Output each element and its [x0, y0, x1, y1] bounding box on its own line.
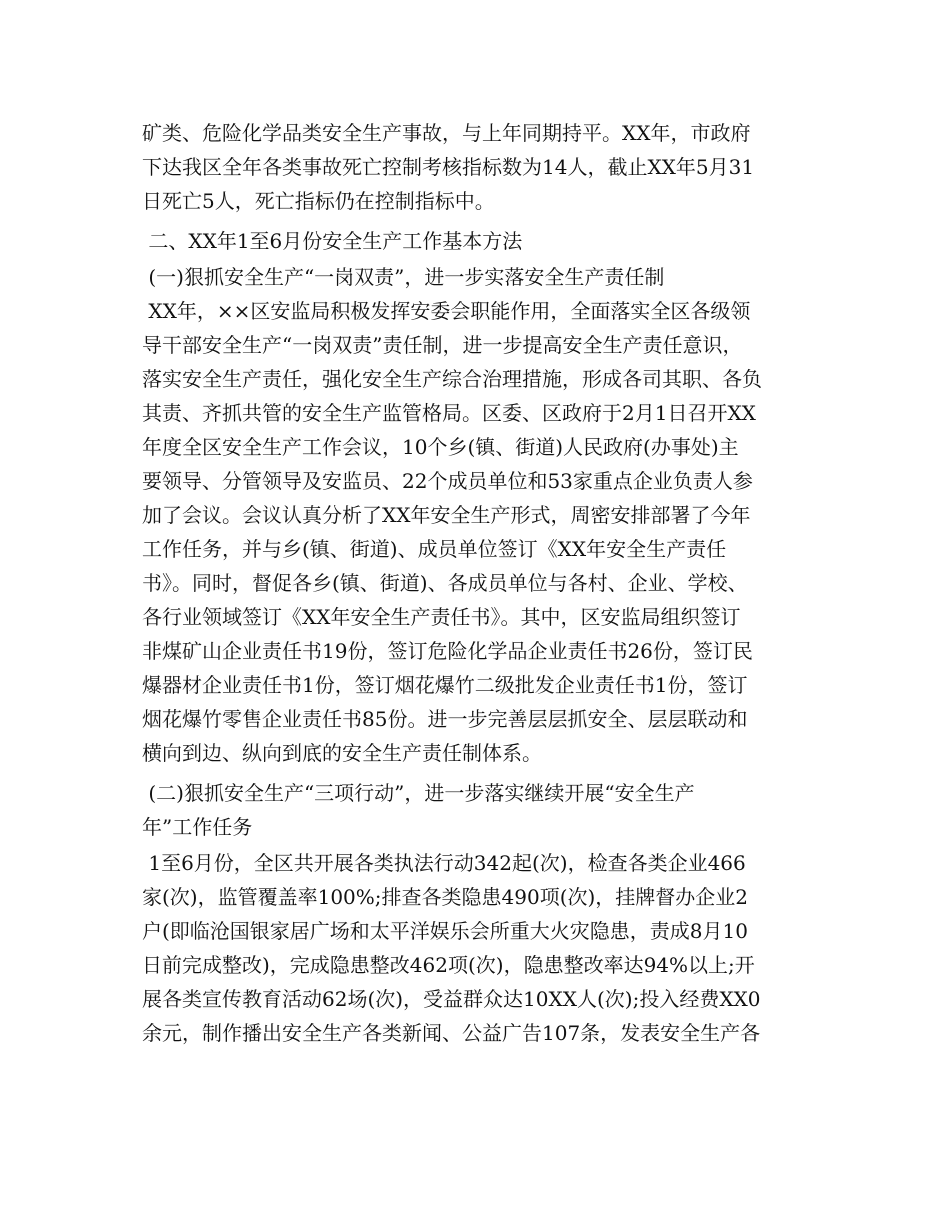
subsection-heading: (一)狠抓安全生产“一岗双责”，进一步实落安全生产责任制: [142, 265, 665, 289]
text-line: 展各类宣传教育活动62场(次)，受益群众达10XX人(次);投入经费XX0: [142, 987, 761, 1011]
text-line: 年度全区安全生产工作会议，10个乡(镇、街道)人民政府(办事处)主: [142, 435, 739, 459]
text-line: 加了会议。会议认真分析了XX年安全生产形式，周密安排部署了今年: [142, 503, 751, 527]
text-line: 日死亡5人，死亡指标仍在控制指标中。: [142, 189, 495, 213]
text-line: 家(次)，监管覆盖率100%;排查各类隐患490项(次)，挂牌督办企业2: [142, 885, 749, 909]
text-line: 非煤矿山企业责任书19份，签订危险化学品企业责任书26份，签订民: [142, 639, 753, 663]
text-line: 导干部安全生产“一岗双责”责任制，进一步提高安全生产责任意识，: [142, 333, 743, 357]
text-line: 1至6月份，全区共开展各类执法行动342起(次)，检查各类企业466: [142, 851, 746, 875]
text-line: 其责、齐抓共管的安全生产监管格局。区委、区政府于2月1日召开XX: [142, 401, 756, 425]
text-line: 矿类、危险化学品类安全生产事故，与上年同期持平。XX年，市政府: [142, 121, 751, 145]
text-line: 落实安全生产责任，强化安全生产综合治理措施，形成各司其职、各负: [142, 367, 762, 391]
subsection-heading-continued: 年”工作任务: [142, 815, 253, 839]
text-line: 余元，制作播出安全生产各类新闻、公益广告107条，发表安全生产各: [142, 1021, 761, 1045]
text-line: 工作任务，并与乡(镇、街道)、成员单位签订《XX年安全生产责任: [142, 537, 727, 561]
section-heading: 二、XX年1至6月份安全生产工作基本方法: [142, 229, 523, 253]
subsection-heading: (二)狠抓安全生产“三项行动”，进一步落实继续开展“安全生产: [142, 781, 695, 805]
text-line: 爆器材企业责任书1份，签订烟花爆竹二级批发企业责任书1份，签订: [142, 673, 748, 697]
text-line: XX年，××区安监局积极发挥安委会职能作用，全面落实全区各级领: [142, 299, 751, 323]
text-line: 要领导、分管领导及安监员、22个成员单位和53家重点企业负责人参: [142, 469, 753, 493]
text-line: 下达我区全年各类事故死亡控制考核指标数为14人，截止XX年5月31: [142, 155, 755, 179]
text-line: 烟花爆竹零售企业责任书85份。进一步完善层层抓安全、层层联动和: [142, 707, 748, 731]
text-line: 日前完成整改)，完成隐患整改462项(次)，隐患整改率达94%以上;开: [142, 953, 755, 977]
text-line: 户(即临沧国银家居广场和太平洋娱乐会所重大火灾隐患，责成8月10: [142, 919, 748, 943]
text-line: 各行业领域签订《XX年安全生产责任书》。其中，区安监局组织签订: [142, 605, 741, 629]
text-line: 横向到边、纵向到底的安全生产责任制体系。: [142, 741, 542, 765]
text-line: 书》。同时，督促各乡(镇、街道)、各成员单位与各村、企业、学校、: [142, 571, 748, 595]
